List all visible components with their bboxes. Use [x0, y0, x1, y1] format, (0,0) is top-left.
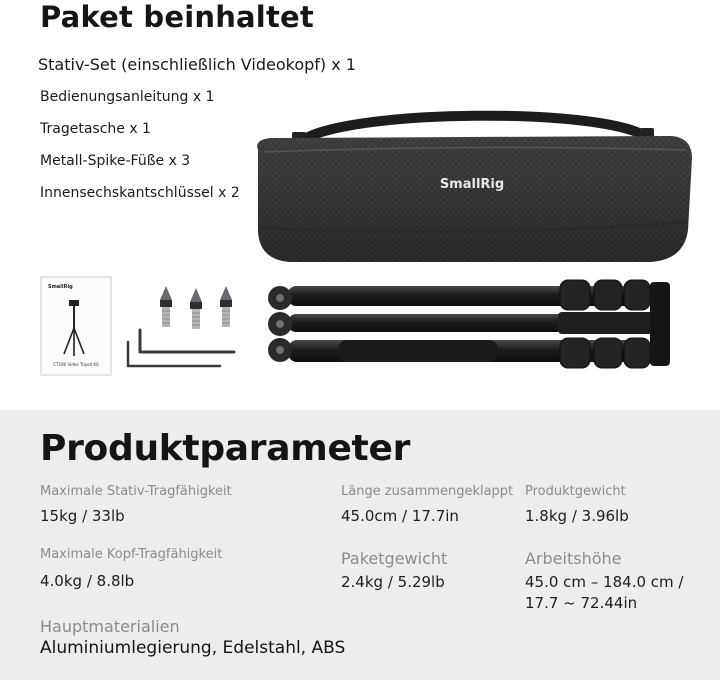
folded-tripod-image	[258, 276, 678, 376]
package-item-bag: Tragetasche x 1	[40, 121, 151, 137]
tripod-capacity-value: 15kg / 33lb	[40, 507, 125, 525]
parameters-title: Produktparameter	[40, 428, 411, 469]
package-item-spikes: Metall-Spike-Füße x 3	[40, 153, 191, 169]
package-item-manual: Bedienungsanleitung x 1	[40, 89, 215, 105]
working-height-label: Arbeitshöhe	[525, 549, 622, 568]
package-item-hex-keys: Innensechskantschlüssel x 2	[40, 185, 240, 201]
package-weight-value: 2.4kg / 5.29lb	[341, 573, 445, 591]
spike-foot-3	[220, 286, 232, 327]
package-item-tripod: Stativ-Set (einschließlich Videokopf) x 1	[38, 55, 356, 74]
folded-length-label: Länge zusammengeklappt	[341, 484, 514, 499]
spike-foot-2	[190, 288, 202, 329]
manual-brand: SmallRig	[48, 284, 73, 290]
package-title: Paket beinhaltet	[40, 0, 314, 34]
working-height-value-line1: 45.0 cm – 184.0 cm /	[525, 573, 684, 591]
hex-keys-image	[124, 326, 238, 370]
tripod-capacity-label: Maximale Stativ-Tragfähigkeit	[40, 484, 232, 499]
head-capacity-label: Maximale Kopf-Tragfähigkeit	[40, 547, 223, 562]
manual-image	[40, 276, 112, 376]
hex-key-large	[140, 330, 234, 352]
manual-title: CT190 Video Tripod Kit	[53, 362, 99, 367]
spike-foot-1	[160, 286, 172, 327]
hex-key-small	[128, 342, 220, 366]
materials-label: Hauptmaterialien	[40, 617, 180, 636]
product-weight-label: Produktgewicht	[525, 484, 626, 499]
head-capacity-value: 4.0kg / 8.8lb	[40, 572, 135, 590]
working-height-value-line2: 17.7 ~ 72.44in	[525, 594, 638, 612]
materials-value: Aluminiumlegierung, Edelstahl, ABS	[40, 638, 346, 658]
product-weight-value: 1.8kg / 3.96lb	[525, 507, 629, 525]
bag-brand-logo: SmallRig	[439, 177, 505, 192]
folded-length-value: 45.0cm / 17.7in	[341, 507, 459, 525]
package-weight-label: Paketgewicht	[341, 549, 448, 568]
carrying-bag-image	[240, 110, 700, 270]
